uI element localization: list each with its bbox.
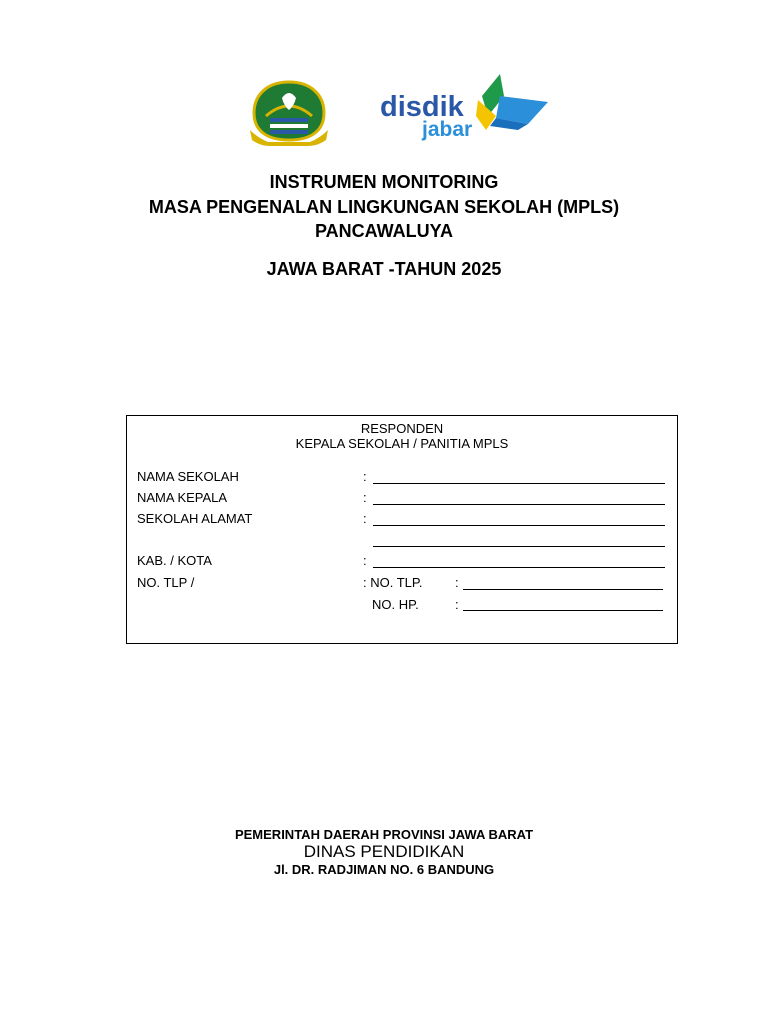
label-nama-sekolah: NAMA SEKOLAH: [137, 469, 239, 484]
title-line-4: JAWA BARAT -TAHUN 2025: [266, 259, 502, 279]
label-kab-kota: KAB. / KOTA: [137, 553, 212, 568]
sekolah-alamat-field[interactable]: [373, 525, 665, 526]
nama-kepala-field[interactable]: [373, 504, 665, 505]
label-no-tlp: NO. TLP /: [137, 575, 195, 590]
title-line-1: INSTRUMEN MONITORING: [269, 172, 499, 192]
disdik-text: disdik: [380, 91, 464, 123]
kab-kota-field[interactable]: [373, 567, 665, 568]
colon: :: [363, 469, 367, 484]
respondent-heading: RESPONDEN: [360, 421, 444, 436]
colon: :: [363, 511, 367, 526]
logo-area: [0, 70, 768, 150]
no-tlp-field[interactable]: [463, 589, 663, 590]
sekolah-alamat-field-line-2[interactable]: [373, 546, 665, 547]
label-sekolah-alamat: SEKOLAH ALAMAT: [137, 511, 253, 526]
title-line-2: MASA PENGENALAN LINGKUNGAN SEKOLAH (MPLS): [148, 197, 620, 217]
title-line-3: PANCAWALUYA: [314, 221, 453, 241]
respondent-box: [126, 415, 678, 644]
footer-line-3: Jl. DR. RADJIMAN NO. 6 BANDUNG: [273, 862, 495, 877]
footer-line-1: PEMERINTAH DAERAH PROVINSI JAWA BARAT: [234, 827, 534, 842]
colon: :: [363, 553, 367, 568]
colon: :: [455, 575, 459, 590]
jabar-text: jabar: [422, 118, 473, 141]
respondent-subheading: KEPALA SEKOLAH / PANITIA MPLS: [295, 436, 509, 451]
footer-line-2: DINAS PENDIDIKAN: [303, 842, 465, 861]
nama-sekolah-field[interactable]: [373, 483, 665, 484]
label-nama-kepala: NAMA KEPALA: [137, 490, 228, 505]
label-no-tlp-sub: : NO. TLP.: [363, 575, 423, 590]
colon: :: [455, 597, 459, 612]
label-no-hp: NO. HP.: [372, 597, 419, 612]
jawa-barat-emblem-icon: [248, 80, 330, 146]
disdik-jabar-logo: [378, 72, 550, 144]
colon: :: [363, 490, 367, 505]
no-hp-field[interactable]: [463, 610, 663, 611]
